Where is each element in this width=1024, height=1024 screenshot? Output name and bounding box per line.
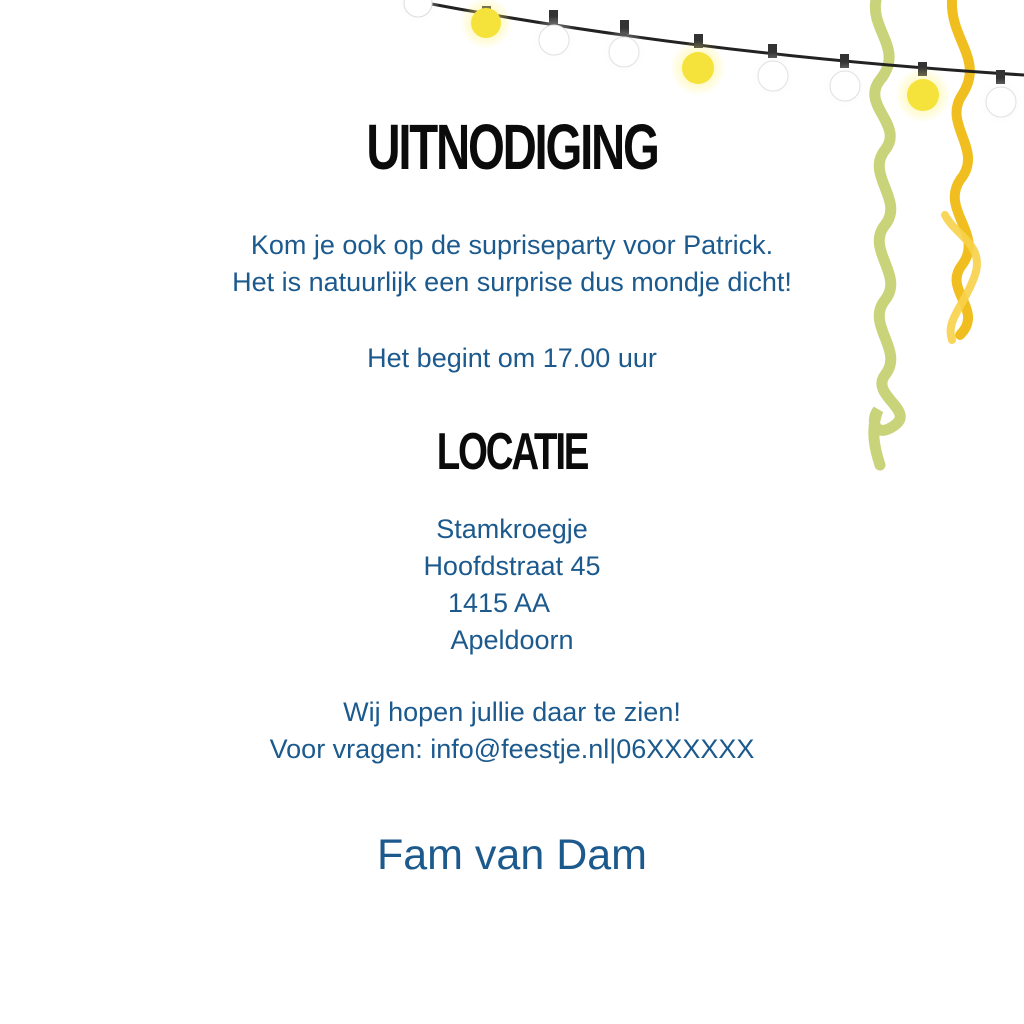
venue-name: Stamkroegje — [436, 514, 588, 544]
light-bulb-icon — [830, 71, 860, 101]
light-bulb-icon — [609, 37, 639, 67]
postcode: 1415 AA — [447, 588, 551, 618]
intro-line-2: Het is natuurlijk een surprise dus mondje dicht! — [232, 267, 792, 297]
signature: Fam van Dam — [376, 831, 647, 879]
light-bulb-icon — [758, 61, 788, 91]
contact-line: Voor vragen: info@feestje.nl|06XXXXXX — [269, 734, 755, 764]
start-time: Het begint om 17.00 uur — [367, 343, 657, 373]
invitation-heading: UITNODIGING — [366, 111, 658, 183]
light-bulb-icon — [907, 79, 939, 111]
intro-text — [0, 227, 1024, 301]
location-heading: LOCATIE — [436, 423, 588, 481]
city: Apeldoorn — [450, 625, 574, 655]
closing-line-1: Wij hopen jullie daar te zien! — [343, 697, 681, 727]
intro-line-1: Kom je ook op de supriseparty voor Patrick. — [250, 230, 774, 260]
string-lights — [396, 0, 1024, 126]
light-bulb-icon — [986, 87, 1016, 117]
light-bulb-icon — [471, 8, 501, 38]
light-bulb-icon — [682, 52, 714, 84]
closing-text — [0, 694, 1024, 768]
street-address: Hoofdstraat 45 — [423, 551, 601, 581]
location-address — [0, 511, 1024, 659]
light-bulb-icon — [539, 25, 569, 55]
